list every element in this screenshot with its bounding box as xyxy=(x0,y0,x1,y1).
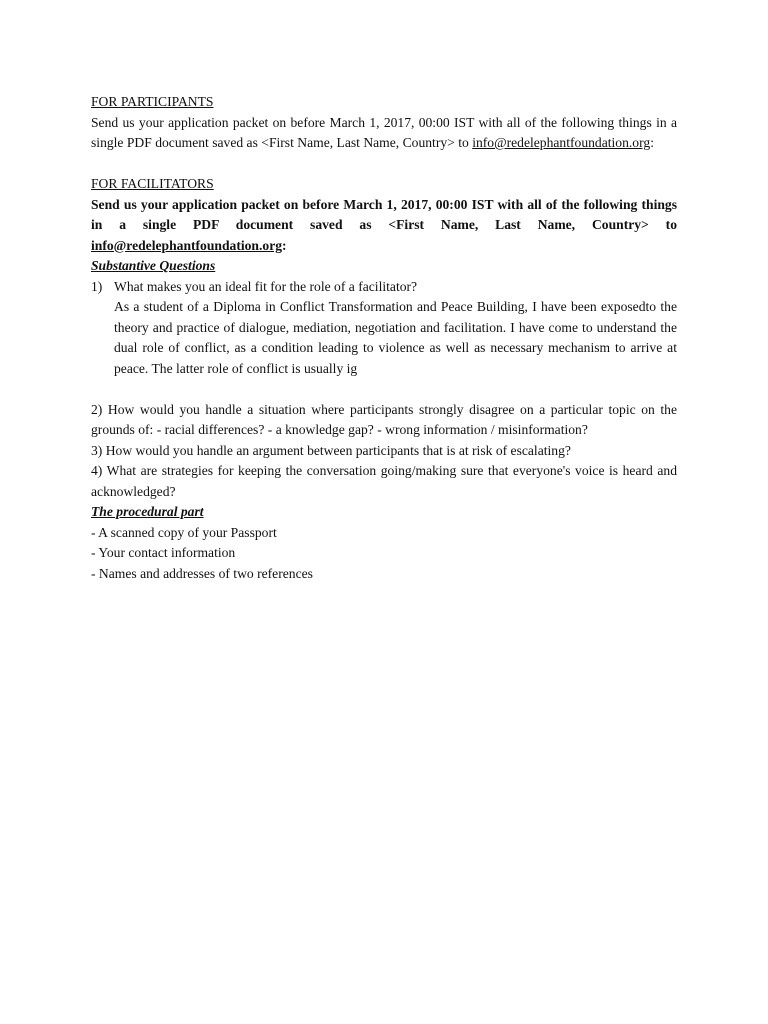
facilitators-colon: : xyxy=(282,237,287,253)
spacer xyxy=(91,154,677,175)
participants-email-link[interactable]: info@redelephantfoundation.org xyxy=(472,135,651,150)
question-4: 4) What are strategies for keeping the conversation going/making sure that everyone's voice is heard and acknowledged? xyxy=(91,463,677,499)
procedural-part-title: The procedural part xyxy=(91,504,204,519)
question-3: 3) How would you handle an argument between participants that is at risk of escalating? xyxy=(91,442,571,458)
procedural-item-passport: - A scanned copy of your Passport xyxy=(91,524,277,540)
substantive-questions-title: Substantive Questions xyxy=(91,258,216,273)
procedural-item-references: - Names and addresses of two references xyxy=(91,565,313,581)
question-1-number: 1) xyxy=(91,278,103,294)
participants-text: Send us your application packet on before March 1, 2017, 00:00 IST with all of the following things in a single PDF document saved as <First Name, Last Name, Country> to xyxy=(91,114,677,150)
spacer xyxy=(91,379,677,400)
participants-heading: FOR PARTICIPANTS xyxy=(91,94,214,109)
question-1-text: What makes you an ideal fit for the role of a facilitator? xyxy=(114,278,418,294)
facilitators-paragraph xyxy=(91,195,677,257)
answer-1: As a student of a Diploma in Conflict Transformation and Peace Building, I have been exposedto the theory and practice of dialogue, mediation, negotiation and facilitation. I have come to understand the dual role of conflict, as a condition leading to violence as well as necessary mechanism to arrive at peace. The latter role of conflict is usually ig xyxy=(114,299,677,376)
question-2: 2) How would you handle a situation where participants strongly disagree on a particular topic on the grounds of: - racial differences? - a knowledge gap? - wrong information / misinformation? xyxy=(91,401,677,437)
document-content xyxy=(91,92,677,584)
question-1 xyxy=(91,277,677,298)
participants-colon: : xyxy=(650,135,654,150)
facilitators-email-link[interactable]: info@redelephantfoundation.org xyxy=(91,237,283,253)
procedural-item-contact: - Your contact information xyxy=(91,545,236,560)
participants-paragraph xyxy=(91,113,677,154)
facilitators-text: Send us your application packet on before March 1, 2017, 00:00 IST with all of the following things in a single PDF document saved as <First Name, Last Name, Country> to xyxy=(91,196,677,232)
facilitators-heading: FOR FACILITATORS xyxy=(91,176,214,191)
